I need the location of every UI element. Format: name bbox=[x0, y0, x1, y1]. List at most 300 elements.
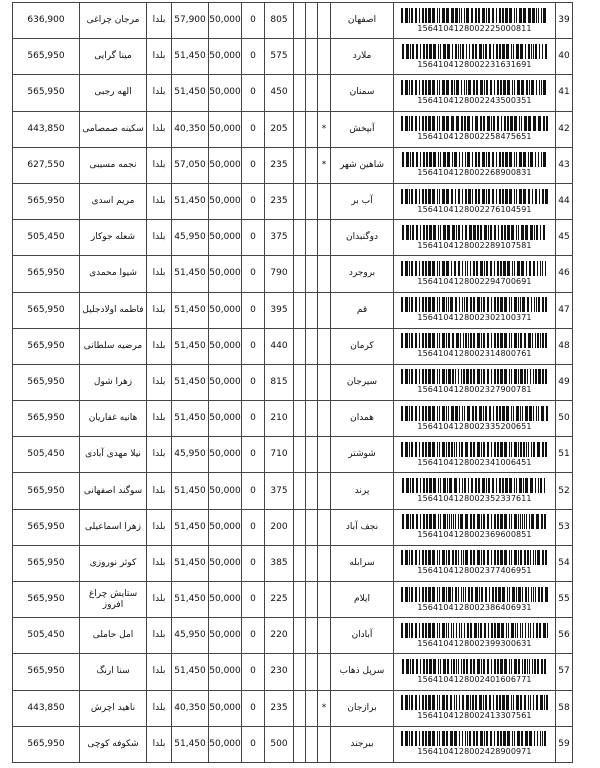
city-cell: دوگنبدان bbox=[331, 220, 394, 256]
amount-cell: 40,350 bbox=[172, 690, 209, 726]
total-cell: 627,550 bbox=[13, 147, 80, 183]
code-cell: 220 bbox=[265, 618, 294, 654]
empty-cell bbox=[294, 401, 306, 437]
code-cell: 440 bbox=[265, 328, 294, 364]
barcode-cell bbox=[394, 111, 556, 147]
mark-cell bbox=[318, 401, 331, 437]
mark-cell bbox=[318, 726, 331, 762]
amount-cell: 51,450 bbox=[172, 726, 209, 762]
city-cell: سیرجان bbox=[331, 364, 394, 400]
total-cell: 505,450 bbox=[13, 618, 80, 654]
total-cell: 565,950 bbox=[13, 473, 80, 509]
barcode-graphic bbox=[401, 406, 549, 421]
empty-cell bbox=[306, 545, 318, 581]
barcode-graphic bbox=[402, 225, 547, 240]
barcode-graphic bbox=[401, 369, 549, 384]
barcode-graphic bbox=[401, 623, 549, 638]
mark-cell bbox=[318, 256, 331, 292]
empty-cell bbox=[294, 147, 306, 183]
base-fee-cell: 50,000 bbox=[209, 437, 242, 473]
total-cell: 565,950 bbox=[13, 654, 80, 690]
city-cell: شوشتر bbox=[331, 437, 394, 473]
type-cell: بلدا bbox=[147, 582, 172, 618]
row-index-cell: 54 bbox=[556, 545, 573, 581]
table-row bbox=[13, 3, 573, 39]
barcode-graphic bbox=[402, 478, 547, 493]
recipient-name-cell: نیلا مهدی آبادی bbox=[80, 437, 147, 473]
code-cell: 210 bbox=[265, 401, 294, 437]
empty-cell bbox=[294, 328, 306, 364]
type-cell: بلدا bbox=[147, 509, 172, 545]
recipient-name-cell: مینا گرایی bbox=[80, 39, 147, 75]
zero-cell: 0 bbox=[242, 726, 265, 762]
type-cell: بلدا bbox=[147, 726, 172, 762]
empty-cell bbox=[294, 3, 306, 39]
city-cell: شاهین شهر bbox=[331, 147, 394, 183]
table-row bbox=[13, 75, 573, 111]
mark-cell: * bbox=[318, 111, 331, 147]
mark-cell bbox=[318, 618, 331, 654]
zero-cell: 0 bbox=[242, 473, 265, 509]
row-index-cell: 55 bbox=[556, 582, 573, 618]
barcode-number: 1564104128002302100371 bbox=[417, 313, 532, 323]
row-index-cell: 45 bbox=[556, 220, 573, 256]
amount-cell: 51,450 bbox=[172, 75, 209, 111]
mark-cell bbox=[318, 220, 331, 256]
table-row bbox=[13, 473, 573, 509]
recipient-name-cell: سنا ارنگ bbox=[80, 654, 147, 690]
amount-cell: 51,450 bbox=[172, 364, 209, 400]
mark-cell bbox=[318, 582, 331, 618]
empty-cell bbox=[306, 220, 318, 256]
empty-cell bbox=[306, 75, 318, 111]
zero-cell: 0 bbox=[242, 654, 265, 690]
row-index-cell: 52 bbox=[556, 473, 573, 509]
total-cell: 505,450 bbox=[13, 220, 80, 256]
barcode-number: 1564104128002225000811 bbox=[417, 23, 532, 33]
code-cell: 235 bbox=[265, 147, 294, 183]
code-cell: 710 bbox=[265, 437, 294, 473]
barcode-cell bbox=[394, 364, 556, 400]
mark-cell bbox=[318, 292, 331, 328]
mark-cell bbox=[318, 545, 331, 581]
type-cell: بلدا bbox=[147, 39, 172, 75]
barcode-cell bbox=[394, 328, 556, 364]
barcode-number: 1564104128002289107581 bbox=[417, 240, 532, 250]
code-cell: 500 bbox=[265, 726, 294, 762]
total-cell: 565,950 bbox=[13, 545, 80, 581]
type-cell: بلدا bbox=[147, 328, 172, 364]
city-cell: نجف آباد bbox=[331, 509, 394, 545]
amount-cell: 45,950 bbox=[172, 618, 209, 654]
recipient-name-cell: شعله جوکار bbox=[80, 220, 147, 256]
empty-cell bbox=[294, 256, 306, 292]
city-cell: همدان bbox=[331, 401, 394, 437]
mark-cell bbox=[318, 654, 331, 690]
total-cell: 443,850 bbox=[13, 111, 80, 147]
amount-cell: 51,450 bbox=[172, 654, 209, 690]
base-fee-cell: 50,000 bbox=[209, 473, 242, 509]
empty-cell bbox=[294, 111, 306, 147]
total-cell: 443,850 bbox=[13, 690, 80, 726]
empty-cell bbox=[306, 328, 318, 364]
recipient-name-cell: شکوفه کوچی bbox=[80, 726, 147, 762]
mark-cell bbox=[318, 328, 331, 364]
empty-cell bbox=[306, 437, 318, 473]
empty-cell bbox=[306, 147, 318, 183]
barcode-cell bbox=[394, 437, 556, 473]
barcode-cell bbox=[394, 509, 556, 545]
mark-cell bbox=[318, 39, 331, 75]
base-fee-cell: 50,000 bbox=[209, 654, 242, 690]
barcode-graphic bbox=[401, 442, 549, 457]
code-cell: 230 bbox=[265, 654, 294, 690]
code-cell: 805 bbox=[265, 3, 294, 39]
amount-cell: 45,950 bbox=[172, 220, 209, 256]
table-row bbox=[13, 147, 573, 183]
empty-cell bbox=[294, 437, 306, 473]
empty-cell bbox=[306, 618, 318, 654]
recipient-name-cell: زهرا اسماعیلی bbox=[80, 509, 147, 545]
barcode-cell bbox=[394, 726, 556, 762]
mark-cell bbox=[318, 473, 331, 509]
barcode-number: 1564104128002352337611 bbox=[417, 494, 532, 504]
empty-cell bbox=[306, 292, 318, 328]
amount-cell: 51,450 bbox=[172, 473, 209, 509]
base-fee-cell: 50,000 bbox=[209, 726, 242, 762]
amount-cell: 51,450 bbox=[172, 183, 209, 219]
amount-cell: 51,450 bbox=[172, 401, 209, 437]
city-cell: ملارد bbox=[331, 39, 394, 75]
amount-cell: 40,350 bbox=[172, 111, 209, 147]
code-cell: 395 bbox=[265, 292, 294, 328]
row-index-cell: 51 bbox=[556, 437, 573, 473]
recipient-name-cell: زهرا شول bbox=[80, 364, 147, 400]
barcode-number: 1564104128002314800761 bbox=[417, 349, 532, 359]
zero-cell: 0 bbox=[242, 220, 265, 256]
barcode-number: 1564104128002335200651 bbox=[417, 421, 532, 431]
barcode-graphic bbox=[401, 189, 549, 204]
barcode-graphic bbox=[401, 333, 549, 348]
barcode-graphic bbox=[401, 261, 548, 276]
base-fee-cell: 50,000 bbox=[209, 328, 242, 364]
empty-cell bbox=[294, 473, 306, 509]
barcode-cell bbox=[394, 654, 556, 690]
zero-cell: 0 bbox=[242, 437, 265, 473]
barcode-graphic bbox=[402, 514, 548, 529]
base-fee-cell: 50,000 bbox=[209, 292, 242, 328]
barcode-graphic bbox=[401, 80, 548, 95]
code-cell: 375 bbox=[265, 220, 294, 256]
row-index-cell: 39 bbox=[556, 3, 573, 39]
table-row bbox=[13, 618, 573, 654]
amount-cell: 51,450 bbox=[172, 509, 209, 545]
total-cell: 565,950 bbox=[13, 292, 80, 328]
type-cell: بلدا bbox=[147, 292, 172, 328]
barcode-number: 1564104128002399300631 bbox=[417, 638, 532, 648]
base-fee-cell: 50,000 bbox=[209, 509, 242, 545]
type-cell: بلدا bbox=[147, 111, 172, 147]
barcode-number: 1564104128002231631691 bbox=[417, 59, 532, 69]
barcode-cell bbox=[394, 690, 556, 726]
type-cell: بلدا bbox=[147, 183, 172, 219]
barcode-cell bbox=[394, 39, 556, 75]
total-cell: 565,950 bbox=[13, 509, 80, 545]
amount-cell: 51,450 bbox=[172, 582, 209, 618]
zero-cell: 0 bbox=[242, 147, 265, 183]
row-index-cell: 49 bbox=[556, 364, 573, 400]
table-row bbox=[13, 545, 573, 581]
table-row bbox=[13, 654, 573, 690]
code-cell: 375 bbox=[265, 473, 294, 509]
type-cell: بلدا bbox=[147, 364, 172, 400]
city-cell: بیرجند bbox=[331, 726, 394, 762]
empty-cell bbox=[306, 256, 318, 292]
amount-cell: 51,450 bbox=[172, 545, 209, 581]
shipment-table bbox=[12, 2, 573, 763]
barcode-graphic bbox=[401, 695, 549, 710]
barcode-number: 1564104128002294700691 bbox=[417, 276, 532, 286]
row-index-cell: 44 bbox=[556, 183, 573, 219]
table-row bbox=[13, 111, 573, 147]
barcode-graphic bbox=[401, 731, 548, 746]
type-cell: بلدا bbox=[147, 437, 172, 473]
code-cell: 200 bbox=[265, 509, 294, 545]
empty-cell bbox=[294, 39, 306, 75]
barcode-graphic bbox=[401, 8, 548, 23]
city-cell: کرمان bbox=[331, 328, 394, 364]
document-page bbox=[12, 2, 570, 763]
recipient-name-cell: سوگند اصفهانی bbox=[80, 473, 147, 509]
mark-cell bbox=[318, 437, 331, 473]
empty-cell bbox=[294, 726, 306, 762]
base-fee-cell: 50,000 bbox=[209, 147, 242, 183]
code-cell: 815 bbox=[265, 364, 294, 400]
base-fee-cell: 50,000 bbox=[209, 618, 242, 654]
code-cell: 450 bbox=[265, 75, 294, 111]
barcode-graphic bbox=[401, 297, 549, 312]
empty-cell bbox=[306, 401, 318, 437]
table-row bbox=[13, 183, 573, 219]
barcode-number: 1564104128002386406931 bbox=[417, 602, 532, 612]
row-index-cell: 53 bbox=[556, 509, 573, 545]
row-index-cell: 40 bbox=[556, 39, 573, 75]
zero-cell: 0 bbox=[242, 39, 265, 75]
zero-cell: 0 bbox=[242, 256, 265, 292]
type-cell: بلدا bbox=[147, 545, 172, 581]
code-cell: 235 bbox=[265, 183, 294, 219]
type-cell: بلدا bbox=[147, 220, 172, 256]
empty-cell bbox=[294, 545, 306, 581]
mark-cell bbox=[318, 3, 331, 39]
recipient-name-cell: مرضیه سلطانی bbox=[80, 328, 147, 364]
total-cell: 565,950 bbox=[13, 75, 80, 111]
recipient-name-cell: نجمه مسیبی bbox=[80, 147, 147, 183]
recipient-name-cell: مریم اسدی bbox=[80, 183, 147, 219]
empty-cell bbox=[294, 292, 306, 328]
empty-cell bbox=[306, 654, 318, 690]
barcode-number: 1564104128002341006451 bbox=[417, 457, 532, 467]
zero-cell: 0 bbox=[242, 3, 265, 39]
mark-cell bbox=[318, 183, 331, 219]
zero-cell: 0 bbox=[242, 183, 265, 219]
base-fee-cell: 50,000 bbox=[209, 401, 242, 437]
barcode-number: 1564104128002428900971 bbox=[417, 747, 532, 757]
empty-cell bbox=[294, 654, 306, 690]
row-index-cell: 43 bbox=[556, 147, 573, 183]
base-fee-cell: 50,000 bbox=[209, 220, 242, 256]
amount-cell: 57,900 bbox=[172, 3, 209, 39]
row-index-cell: 57 bbox=[556, 654, 573, 690]
mark-cell bbox=[318, 509, 331, 545]
row-index-cell: 42 bbox=[556, 111, 573, 147]
recipient-name-cell: ستایش چراغ افروز bbox=[80, 582, 147, 618]
city-cell: آبپخش bbox=[331, 111, 394, 147]
city-cell: سرابله bbox=[331, 545, 394, 581]
type-cell: بلدا bbox=[147, 401, 172, 437]
amount-cell: 51,450 bbox=[172, 328, 209, 364]
city-cell: قم bbox=[331, 292, 394, 328]
barcode-graphic bbox=[401, 550, 549, 565]
barcode-graphic bbox=[402, 659, 548, 674]
type-cell: بلدا bbox=[147, 75, 172, 111]
amount-cell: 57,050 bbox=[172, 147, 209, 183]
recipient-name-cell: الهه رجبی bbox=[80, 75, 147, 111]
barcode-cell bbox=[394, 183, 556, 219]
type-cell: بلدا bbox=[147, 690, 172, 726]
table-row bbox=[13, 292, 573, 328]
type-cell: بلدا bbox=[147, 256, 172, 292]
barcode-number: 1564104128002401606771 bbox=[417, 674, 532, 684]
barcode-number: 1564104128002243500351 bbox=[417, 95, 532, 105]
code-cell: 575 bbox=[265, 39, 294, 75]
type-cell: بلدا bbox=[147, 3, 172, 39]
total-cell: 565,950 bbox=[13, 401, 80, 437]
table-row bbox=[13, 364, 573, 400]
city-cell: سرپل ذهاب bbox=[331, 654, 394, 690]
table-row bbox=[13, 509, 573, 545]
city-cell: ایلام bbox=[331, 582, 394, 618]
table-row bbox=[13, 437, 573, 473]
barcode-cell bbox=[394, 582, 556, 618]
barcode-graphic bbox=[401, 587, 549, 602]
barcode-graphic bbox=[401, 116, 549, 131]
base-fee-cell: 50,000 bbox=[209, 582, 242, 618]
amount-cell: 51,450 bbox=[172, 256, 209, 292]
type-cell: بلدا bbox=[147, 473, 172, 509]
table-row bbox=[13, 39, 573, 75]
recipient-name-cell: سکینه صمصامی bbox=[80, 111, 147, 147]
zero-cell: 0 bbox=[242, 582, 265, 618]
total-cell: 565,950 bbox=[13, 39, 80, 75]
city-cell: آبادان bbox=[331, 618, 394, 654]
total-cell: 565,950 bbox=[13, 256, 80, 292]
barcode-number: 1564104128002327900781 bbox=[417, 385, 532, 395]
mark-cell bbox=[318, 75, 331, 111]
empty-cell bbox=[294, 183, 306, 219]
total-cell: 565,950 bbox=[13, 328, 80, 364]
barcode-number: 1564104128002377406951 bbox=[417, 566, 532, 576]
total-cell: 505,450 bbox=[13, 437, 80, 473]
table-row bbox=[13, 220, 573, 256]
empty-cell bbox=[294, 582, 306, 618]
code-cell: 205 bbox=[265, 111, 294, 147]
empty-cell bbox=[306, 3, 318, 39]
mark-cell bbox=[318, 364, 331, 400]
empty-cell bbox=[294, 220, 306, 256]
type-cell: بلدا bbox=[147, 618, 172, 654]
total-cell: 565,950 bbox=[13, 582, 80, 618]
empty-cell bbox=[306, 111, 318, 147]
barcode-cell bbox=[394, 3, 556, 39]
zero-cell: 0 bbox=[242, 111, 265, 147]
barcode-cell bbox=[394, 292, 556, 328]
city-cell: سمنان bbox=[331, 75, 394, 111]
zero-cell: 0 bbox=[242, 364, 265, 400]
recipient-name-cell: ناهید اچرش bbox=[80, 690, 147, 726]
table-row bbox=[13, 582, 573, 618]
empty-cell bbox=[306, 726, 318, 762]
row-index-cell: 46 bbox=[556, 256, 573, 292]
barcode-graphic bbox=[402, 44, 548, 59]
code-cell: 235 bbox=[265, 690, 294, 726]
row-index-cell: 47 bbox=[556, 292, 573, 328]
city-cell: پرند bbox=[331, 473, 394, 509]
barcode-cell bbox=[394, 473, 556, 509]
base-fee-cell: 50,000 bbox=[209, 364, 242, 400]
barcode-number: 1564104128002369600851 bbox=[417, 530, 532, 540]
amount-cell: 51,450 bbox=[172, 39, 209, 75]
base-fee-cell: 50,000 bbox=[209, 256, 242, 292]
city-cell: بروجرد bbox=[331, 256, 394, 292]
barcode-number: 1564104128002258475651 bbox=[417, 132, 532, 142]
empty-cell bbox=[294, 690, 306, 726]
barcode-cell bbox=[394, 401, 556, 437]
recipient-name-cell: فاطمه اولادجلیل bbox=[80, 292, 147, 328]
base-fee-cell: 50,000 bbox=[209, 183, 242, 219]
code-cell: 790 bbox=[265, 256, 294, 292]
code-cell: 385 bbox=[265, 545, 294, 581]
zero-cell: 0 bbox=[242, 690, 265, 726]
recipient-name-cell: مرجان چراغی bbox=[80, 3, 147, 39]
code-cell: 225 bbox=[265, 582, 294, 618]
empty-cell bbox=[306, 582, 318, 618]
base-fee-cell: 50,000 bbox=[209, 75, 242, 111]
table-row bbox=[13, 401, 573, 437]
empty-cell bbox=[294, 509, 306, 545]
row-index-cell: 41 bbox=[556, 75, 573, 111]
total-cell: 636,900 bbox=[13, 3, 80, 39]
empty-cell bbox=[306, 473, 318, 509]
base-fee-cell: 50,000 bbox=[209, 3, 242, 39]
recipient-name-cell: امل حاملی bbox=[80, 618, 147, 654]
row-index-cell: 50 bbox=[556, 401, 573, 437]
base-fee-cell: 50,000 bbox=[209, 39, 242, 75]
zero-cell: 0 bbox=[242, 328, 265, 364]
type-cell: بلدا bbox=[147, 147, 172, 183]
barcode-cell bbox=[394, 256, 556, 292]
barcode-cell bbox=[394, 75, 556, 111]
recipient-name-cell: شیوا محمدی bbox=[80, 256, 147, 292]
zero-cell: 0 bbox=[242, 75, 265, 111]
empty-cell bbox=[306, 183, 318, 219]
empty-cell bbox=[294, 364, 306, 400]
city-cell: برازجان bbox=[331, 690, 394, 726]
zero-cell: 0 bbox=[242, 292, 265, 328]
recipient-name-cell: کوثر نوروزی bbox=[80, 545, 147, 581]
base-fee-cell: 50,000 bbox=[209, 111, 242, 147]
table-row bbox=[13, 690, 573, 726]
